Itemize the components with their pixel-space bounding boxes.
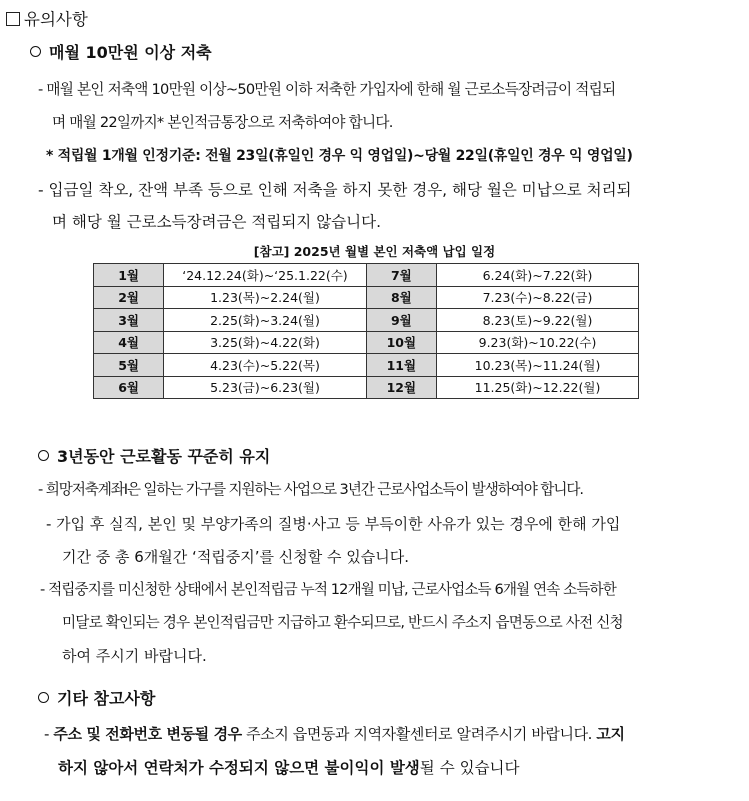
emphasis-text: 주소 및 전화번호 변동될 경우: [53, 725, 242, 743]
body-line: 기간 중 총 6개월간 ‘적립중지’를 신청할 수 있습니다.: [62, 548, 410, 566]
body-line: - 매월 본인 저축액 10만원 이상~50만원 이하 저축한 가입자에 한해 월 근로소득장려금이 적립되: [38, 81, 616, 98]
section-heading-text: 매월 10만원 이상 저축: [49, 43, 212, 62]
body-line: 며 해당 월 근로소득장려금은 적립되지 않습니다.: [52, 213, 382, 231]
section-heading-other-notes: [38, 689, 155, 709]
body-line: [44, 724, 625, 744]
main-title: [6, 10, 88, 30]
checkbox-square-icon: [6, 12, 20, 26]
month-cell: 2월: [94, 286, 164, 309]
savings-schedule-table: [93, 263, 639, 399]
month-cell: 3월: [94, 309, 164, 332]
period-cell: 6.24(화)~7.22(화): [437, 264, 639, 287]
body-line: 하여 주시기 바랍니다.: [62, 647, 207, 665]
body-line: - 가입 후 실직, 본인 및 부양가족의 질병·사고 등 부득이한 사유가 있는 경우에 한해 가입: [46, 515, 621, 533]
period-cell: ‘24.12.24(화)~‘25.1.22(수): [164, 264, 367, 287]
month-cell: 9월: [366, 309, 436, 332]
period-cell: 3.25(화)~4.22(화): [164, 331, 367, 354]
body-line: 며 매월 22일까지* 본인적금통장으로 저축하여야 합니다.: [52, 114, 393, 131]
plain-text: 주소지 읍면동과 지역자활센터로 알려주시기 바랍니다.: [241, 725, 597, 743]
period-cell: 8.23(토)~9.22(월): [437, 309, 639, 332]
footnote-line: * 적립월 1개월 인정기준: 전월 23일(휴일인 경우 익 영업일)~당월 22일(휴일인 경우 익 영업일): [46, 148, 633, 164]
body-line: - 입금일 착오, 잔액 부족 등으로 인해 저축을 하지 못한 경우, 해당 월은 미납으로 처리되: [38, 181, 632, 199]
table-caption: [참고] 2025년 월별 본인 저축액 납입 일정: [253, 244, 496, 259]
period-cell: 2.25(화)~3.24(월): [164, 309, 367, 332]
table-row: [94, 354, 639, 377]
period-cell: 7.23(수)~8.22(금): [437, 286, 639, 309]
period-cell: 9.23(화)~10.22(수): [437, 331, 639, 354]
circle-bullet-icon: [30, 46, 41, 57]
emphasis-text: 하지 않아서 연락처가 수정되지 않으면 불이익이 발생: [58, 759, 420, 777]
month-cell: 8월: [366, 286, 436, 309]
month-cell: 1월: [94, 264, 164, 287]
table-row: [94, 331, 639, 354]
table-row: [94, 376, 639, 399]
dash-prefix: -: [44, 725, 54, 743]
table-row: [94, 286, 639, 309]
table-row: [94, 309, 639, 332]
month-cell: 6월: [94, 376, 164, 399]
section-heading-monthly-saving: [30, 43, 212, 63]
month-cell: 11월: [366, 354, 436, 377]
month-cell: 4월: [94, 331, 164, 354]
body-line: 미달로 확인되는 경우 본인적립금만 지급하고 환수되므로, 반드시 주소지 읍면동으로 사전 신청: [62, 614, 623, 631]
period-cell: 10.23(목)~11.24(월): [437, 354, 639, 377]
plain-text: 될 수 있습니다: [419, 759, 520, 777]
emphasis-text: 고지: [596, 725, 625, 743]
circle-bullet-icon: [38, 692, 49, 703]
month-cell: 5월: [94, 354, 164, 377]
period-cell: 4.23(수)~5.22(목): [164, 354, 367, 377]
month-cell: 12월: [366, 376, 436, 399]
body-line: - 희망저축계좌Ⅰ은 일하는 가구를 지원하는 사업으로 3년간 근로사업소득이 발생하여야 합니다.: [38, 481, 583, 498]
month-cell: 10월: [366, 331, 436, 354]
period-cell: 11.25(화)~12.22(월): [437, 376, 639, 399]
main-title-text: 유의사항: [24, 10, 88, 29]
period-cell: 5.23(금)~6.23(월): [164, 376, 367, 399]
body-line: [58, 758, 520, 778]
period-cell: 1.23(목)~2.24(월): [164, 286, 367, 309]
section-heading-text: 3년동안 근로활동 꾸준히 유지: [57, 447, 271, 466]
month-cell: 7월: [366, 264, 436, 287]
circle-bullet-icon: [38, 450, 49, 461]
table-row: [94, 264, 639, 287]
section-heading-text: 기타 참고사항: [57, 689, 156, 708]
section-heading-work-activity: [38, 447, 270, 467]
body-line: - 적립중지를 미신청한 상태에서 본인적립금 누적 12개월 미납, 근로사업소득 6개월 연속 소득하한: [40, 581, 616, 598]
